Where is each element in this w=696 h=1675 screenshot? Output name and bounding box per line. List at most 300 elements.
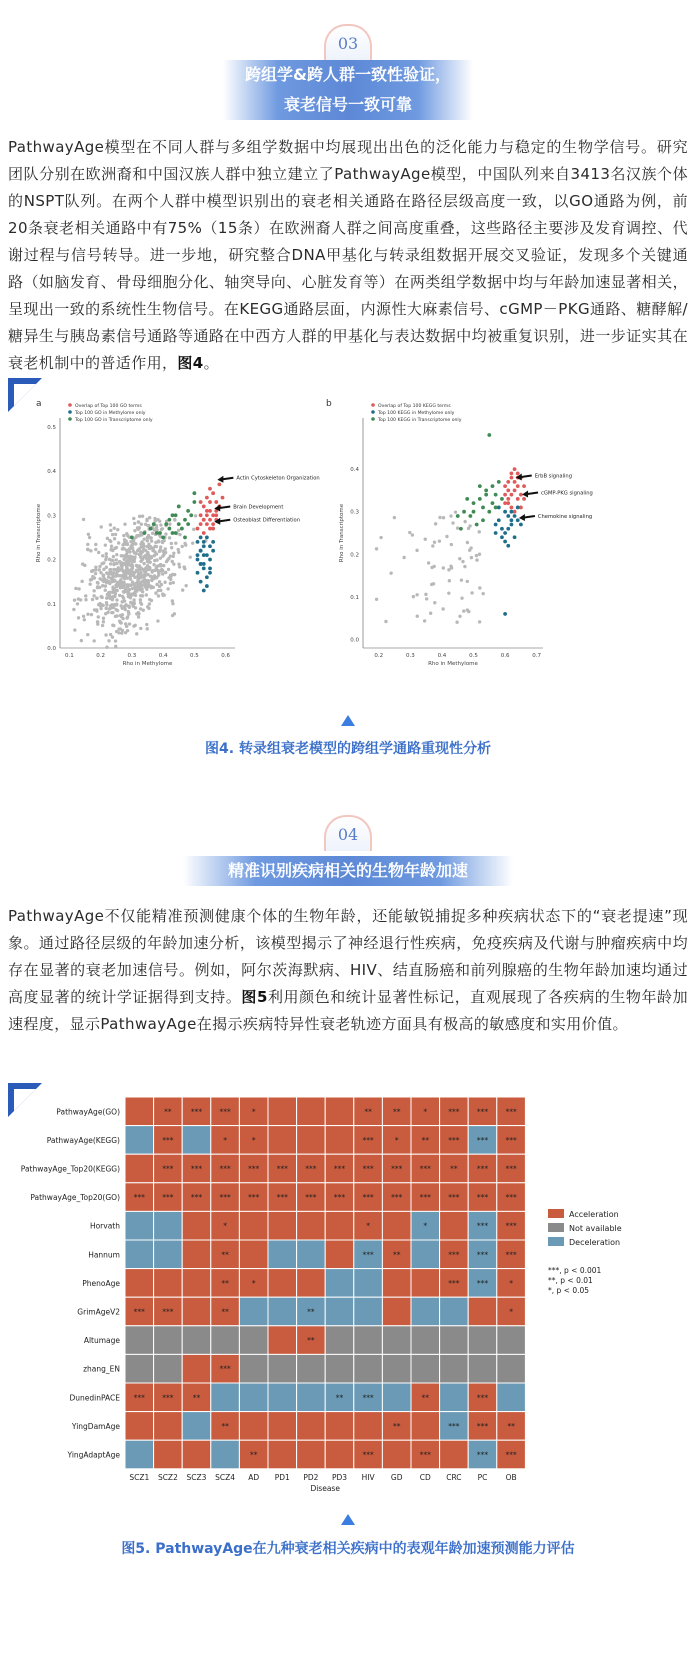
- series-point-1: [519, 493, 523, 497]
- series-point-1: [208, 527, 212, 531]
- gray-point: [122, 547, 125, 550]
- gray-point: [166, 587, 169, 590]
- gray-point: [458, 615, 461, 618]
- gray-point: [146, 535, 149, 538]
- series-point-3: [491, 501, 495, 505]
- series-point-3: [186, 522, 190, 526]
- gray-point: [82, 518, 85, 521]
- gray-point: [122, 590, 125, 593]
- gray-point: [138, 526, 141, 529]
- series-point-3: [472, 510, 476, 514]
- significance-label: *: [394, 1135, 399, 1145]
- gray-point: [447, 568, 450, 571]
- significance-label: ***: [476, 1250, 489, 1260]
- gray-point: [111, 575, 114, 578]
- paragraph-end: 。: [203, 354, 220, 372]
- gray-point: [113, 562, 116, 565]
- gray-point: [455, 621, 458, 624]
- significance-label: ***: [505, 1135, 517, 1145]
- series-point-1: [516, 497, 520, 501]
- gray-point: [154, 591, 157, 594]
- gray-point: [125, 584, 128, 587]
- gray-point: [109, 568, 112, 571]
- gray-point: [442, 566, 445, 569]
- significance-label: ***: [162, 1135, 174, 1145]
- significance-label: ***: [505, 1193, 517, 1203]
- significance-label: ***: [448, 1107, 460, 1117]
- gray-point: [137, 615, 140, 618]
- gray-point: [89, 578, 92, 581]
- significance-label: ***: [162, 1393, 174, 1403]
- gray-point: [131, 564, 134, 567]
- series-point-1: [513, 489, 517, 493]
- heatmap-cell: [411, 1297, 440, 1326]
- figure-5-caption: 图5. PathwayAge在九种衰老相关疾病中的表观年龄加速预测能力评估: [121, 1541, 575, 1557]
- gray-point: [442, 516, 445, 519]
- heatmap-cell: [239, 1354, 268, 1383]
- gray-point: [115, 614, 118, 617]
- column-label: GD: [390, 1472, 403, 1482]
- figure-ref: 图5: [241, 988, 268, 1006]
- gray-point: [133, 522, 136, 525]
- gray-point: [470, 556, 473, 559]
- gray-point: [82, 615, 85, 618]
- section4-paragraph: [8, 903, 688, 1038]
- gray-point: [123, 523, 126, 526]
- series-point-1: [506, 497, 510, 501]
- gray-point: [124, 556, 127, 559]
- gray-point: [74, 587, 77, 590]
- gray-point: [132, 598, 135, 601]
- gray-point: [88, 536, 91, 539]
- heatmap-cell: [297, 1412, 326, 1441]
- gray-point: [139, 598, 142, 601]
- gray-point: [148, 598, 151, 601]
- gray-point: [101, 554, 104, 557]
- legend-swatch: [548, 1223, 564, 1232]
- gray-point: [134, 594, 137, 597]
- gray-point: [104, 607, 107, 610]
- heatmap-cell: [468, 1354, 497, 1383]
- gray-point: [470, 591, 473, 594]
- gray-point: [98, 565, 101, 568]
- significance-label: ***: [419, 1193, 431, 1203]
- heatmap-cell: [440, 1383, 469, 1412]
- gray-point: [415, 593, 418, 596]
- gray-point: [94, 572, 97, 575]
- series-point-1: [506, 489, 510, 493]
- x-axis-label: Disease: [310, 1483, 340, 1493]
- series-point-1: [202, 518, 206, 522]
- gray-point: [143, 574, 146, 577]
- significance-label: *: [251, 1278, 256, 1288]
- x-tick-label: 0.2: [374, 653, 384, 659]
- heatmap-cell: [497, 1383, 526, 1412]
- gray-point: [375, 598, 378, 601]
- annotation-label: Osteoblast Differentiation: [233, 517, 301, 524]
- gray-point: [450, 543, 453, 546]
- gray-point: [177, 548, 180, 551]
- significance-label: *: [423, 1221, 428, 1231]
- gray-point: [89, 549, 92, 552]
- series-point-3: [149, 527, 153, 531]
- heatmap-cell: [354, 1412, 383, 1441]
- series-point-1: [196, 527, 200, 531]
- series-point-1: [205, 496, 209, 500]
- gray-point: [148, 516, 151, 519]
- heatmap-cell: [325, 1326, 354, 1355]
- gray-point: [113, 537, 116, 540]
- series-point-2: [202, 544, 206, 548]
- column-label: OB: [505, 1472, 517, 1482]
- heatmap-cell: [411, 1240, 440, 1269]
- series-point-1: [510, 493, 514, 497]
- gray-point: [119, 586, 122, 589]
- gray-point: [451, 521, 454, 524]
- legend-label: Not available: [569, 1224, 622, 1233]
- significance-label: ***: [190, 1193, 203, 1203]
- gray-point: [148, 555, 151, 558]
- gray-point: [91, 570, 94, 573]
- significance-label: ***: [333, 1193, 346, 1203]
- significance-label: ***: [448, 1421, 460, 1431]
- significance-label: ***: [305, 1193, 317, 1203]
- series-point-1: [199, 513, 203, 517]
- banner-line-2: 衰老信号一致可靠: [283, 95, 412, 114]
- gray-point: [112, 555, 115, 558]
- heatmap-cell: [125, 1211, 154, 1240]
- heatmap-cell: [268, 1440, 297, 1469]
- gray-point: [172, 581, 175, 584]
- gray-point: [73, 628, 76, 631]
- gray-point: [86, 633, 89, 636]
- gray-point: [164, 532, 167, 535]
- section-number: 04: [324, 815, 372, 851]
- series-point-2: [519, 523, 523, 527]
- gray-point: [144, 585, 147, 588]
- series-point-3: [130, 536, 134, 540]
- gray-point: [432, 565, 435, 568]
- x-axis-label: Rho in Methylome: [428, 661, 478, 667]
- series-point-3: [500, 497, 504, 501]
- series-point-2: [208, 571, 212, 575]
- gray-point: [138, 515, 141, 518]
- series-point-3: [171, 513, 175, 517]
- gray-point: [139, 607, 142, 610]
- significance-label: ***: [476, 1221, 489, 1231]
- gray-point: [424, 538, 427, 541]
- gray-point: [147, 560, 150, 563]
- significance-label: ***: [248, 1164, 260, 1174]
- series-point-3: [192, 491, 196, 495]
- gray-point: [114, 592, 117, 595]
- gray-point: [423, 619, 426, 622]
- gray-point: [96, 586, 99, 589]
- gray-point: [141, 590, 144, 593]
- series-point-3: [481, 518, 485, 522]
- gray-point: [169, 582, 172, 585]
- significance-label: **: [307, 1336, 315, 1346]
- significance-label: **: [249, 1450, 258, 1460]
- heatmap-cell: [325, 1126, 354, 1155]
- heatmap-cell: [268, 1126, 297, 1155]
- heatmap-cell: [382, 1326, 411, 1355]
- heatmap-cell: [125, 1412, 154, 1441]
- gray-point: [104, 543, 107, 546]
- heatmap-cell: [268, 1297, 297, 1326]
- series-point-1: [211, 491, 215, 495]
- significance-label: ***: [448, 1135, 460, 1145]
- gray-point: [110, 545, 113, 548]
- heatmap-cell: [297, 1269, 326, 1298]
- heatmap-cell: [182, 1440, 211, 1469]
- gray-point: [114, 589, 117, 592]
- gray-point: [77, 616, 80, 619]
- gray-point: [447, 591, 450, 594]
- section-number: 03: [324, 24, 372, 60]
- scatter-panel-a: [36, 399, 320, 667]
- section-banner: [223, 60, 473, 120]
- gray-point: [111, 533, 114, 536]
- significance-label: ***: [162, 1193, 174, 1203]
- figure-4-scatter-plots: [8, 378, 688, 688]
- gray-point: [384, 620, 387, 623]
- significance-label: **: [392, 1250, 401, 1260]
- column-label: PC: [477, 1472, 488, 1482]
- gray-point: [95, 596, 98, 599]
- gray-point: [124, 631, 127, 634]
- significance-label: **: [392, 1421, 401, 1431]
- series-point-1: [199, 500, 203, 504]
- gray-point: [152, 548, 155, 551]
- significance-label: ***: [448, 1193, 460, 1203]
- row-label: PathwayAge(KEGG): [46, 1135, 120, 1145]
- series-point-1: [205, 509, 209, 513]
- legend-swatch: [548, 1237, 564, 1246]
- gray-point: [151, 532, 154, 535]
- x-tick-label: 0.3: [127, 653, 137, 659]
- gray-point: [159, 523, 162, 526]
- series-point-3: [167, 518, 171, 522]
- series-point-2: [199, 549, 203, 553]
- gray-point: [129, 577, 132, 580]
- series-point-2: [500, 527, 504, 531]
- heatmap-cell: [497, 1326, 526, 1355]
- gray-point: [93, 608, 96, 611]
- figure-4-caption: 图4. 转录组衰老模型的跨组学通路重现性分析: [205, 741, 491, 757]
- heatmap-cell: [182, 1126, 211, 1155]
- heatmap-cell: [382, 1440, 411, 1469]
- significance-label: *: [223, 1221, 227, 1231]
- series-point-3: [183, 518, 187, 522]
- series-point-2: [208, 544, 212, 548]
- gray-point: [141, 579, 144, 582]
- heatmap-cell: [239, 1240, 268, 1269]
- gray-point: [168, 522, 171, 525]
- gray-point: [189, 555, 192, 558]
- gray-point: [171, 560, 174, 563]
- significance-label: **: [450, 1164, 458, 1174]
- gray-point: [98, 577, 101, 580]
- significance-label: **: [221, 1250, 229, 1260]
- y-axis-label: Rho in Transcriptome: [36, 503, 42, 563]
- heatmap-cell: [440, 1440, 469, 1469]
- gray-point: [77, 597, 80, 600]
- gray-point: [126, 542, 129, 545]
- x-tick-label: 0.4: [158, 653, 168, 659]
- gray-point: [86, 543, 89, 546]
- banner-line-1: 跨组学&跨人群一致性验证，: [245, 65, 451, 84]
- series-point-3: [186, 509, 190, 513]
- annotation-arrowhead: [217, 476, 223, 483]
- series-point-2: [503, 540, 507, 544]
- gray-point: [174, 542, 177, 545]
- gray-point: [81, 562, 84, 565]
- x-tick-label: 0.5: [469, 653, 478, 659]
- annotation-label: cGMP-PKG signaling: [541, 490, 593, 497]
- gray-point: [111, 598, 114, 601]
- gray-point: [478, 530, 481, 533]
- gray-point: [145, 593, 148, 596]
- gray-point: [105, 646, 108, 649]
- gray-point: [115, 553, 118, 556]
- gray-point: [466, 580, 469, 583]
- gray-point: [141, 594, 144, 597]
- gray-point: [171, 599, 174, 602]
- series-point-3: [189, 513, 193, 517]
- significance-label: ***: [476, 1193, 489, 1203]
- significance-note: **, p < 0.01: [548, 1276, 593, 1285]
- heatmap-cell: [440, 1211, 469, 1240]
- gray-point: [100, 525, 103, 528]
- heatmap-cell: [125, 1354, 154, 1383]
- legend-marker: [371, 417, 375, 421]
- gray-point: [147, 568, 150, 571]
- gray-point: [146, 573, 149, 576]
- series-point-1: [199, 522, 203, 526]
- significance-label: **: [221, 1278, 229, 1288]
- significance-label: **: [221, 1307, 229, 1317]
- banner-line: 精准识别疾病相关的生物年龄加速: [227, 861, 468, 880]
- gray-point: [114, 533, 117, 536]
- heatmap-cell: [297, 1240, 326, 1269]
- gray-point: [151, 569, 154, 572]
- heatmap-cell: [382, 1383, 411, 1412]
- gray-point: [153, 517, 156, 520]
- gray-point: [73, 598, 76, 601]
- heatmap-cell: [325, 1440, 354, 1469]
- y-tick-label: 0.2: [350, 552, 359, 559]
- gray-point: [173, 518, 176, 521]
- gray-point: [118, 627, 121, 630]
- gray-point: [408, 531, 411, 534]
- significance-label: **: [307, 1307, 315, 1317]
- significance-label: ***: [362, 1135, 374, 1145]
- gray-point: [140, 584, 143, 587]
- heatmap-cell: [154, 1412, 183, 1441]
- gray-point: [162, 553, 165, 556]
- gray-point: [124, 608, 127, 611]
- gray-point: [178, 565, 181, 568]
- significance-label: ***: [219, 1364, 231, 1374]
- series-point-1: [202, 531, 206, 535]
- gray-point: [86, 548, 89, 551]
- gray-point: [111, 635, 114, 638]
- gray-point: [146, 524, 149, 527]
- gray-point: [438, 539, 441, 542]
- gray-point: [481, 592, 484, 595]
- significance-label: ***: [219, 1193, 231, 1203]
- series-point-3: [472, 501, 476, 505]
- gray-point: [115, 558, 118, 561]
- figure-5-heatmap: [8, 1083, 688, 1503]
- series-point-2: [196, 558, 200, 562]
- row-label: DunedinPACE: [69, 1393, 120, 1403]
- gray-point: [142, 562, 145, 565]
- scatter-panel-b: [326, 399, 593, 667]
- series-point-2: [202, 566, 206, 570]
- significance-label: ***: [476, 1164, 489, 1174]
- annotation-label: ErbB signaling: [534, 473, 573, 480]
- gray-point: [109, 529, 112, 532]
- gray-point: [478, 620, 481, 623]
- heatmap-cell: [354, 1326, 383, 1355]
- significance-label: ***: [476, 1421, 489, 1431]
- heatmap-cell: [297, 1440, 326, 1469]
- series-point-2: [202, 562, 206, 566]
- significance-label: ***: [505, 1164, 517, 1174]
- significance-label: **: [421, 1135, 430, 1145]
- heatmap-cell: [154, 1240, 183, 1269]
- gray-point: [94, 568, 97, 571]
- gray-point: [101, 584, 104, 587]
- row-label: Hannum: [88, 1250, 120, 1260]
- gray-point: [124, 575, 127, 578]
- gray-point: [105, 552, 108, 555]
- series-point-1: [516, 484, 520, 488]
- figure-ref: 图4: [177, 354, 204, 372]
- gray-point: [134, 536, 137, 539]
- series-point-3: [475, 523, 479, 527]
- section-banner: [183, 856, 513, 886]
- significance-label: ***: [133, 1393, 145, 1403]
- gray-point: [97, 615, 100, 618]
- gray-point: [162, 550, 165, 553]
- significance-label: ***: [362, 1193, 374, 1203]
- row-label: Horvath: [89, 1221, 120, 1231]
- series-point-3: [462, 510, 466, 514]
- gray-point: [94, 548, 97, 551]
- series-point-2: [494, 531, 498, 535]
- heatmap-cell: [354, 1297, 383, 1326]
- gray-point: [142, 547, 145, 550]
- gray-point: [146, 539, 149, 542]
- series-point-2: [510, 510, 514, 514]
- gray-point: [431, 544, 434, 547]
- gray-point: [128, 588, 131, 591]
- heatmap-cell: [325, 1269, 354, 1298]
- significance-label: ***: [133, 1193, 145, 1203]
- significance-label: *: [509, 1307, 513, 1317]
- gray-point: [148, 547, 151, 550]
- legend-swatch: [548, 1209, 564, 1218]
- gray-point: [137, 520, 140, 523]
- series-point-2: [196, 571, 200, 575]
- heatmap-cell: [468, 1297, 497, 1326]
- gray-point: [181, 588, 184, 591]
- significance-note: ***, p < 0.001: [548, 1266, 602, 1275]
- gray-point: [131, 573, 134, 576]
